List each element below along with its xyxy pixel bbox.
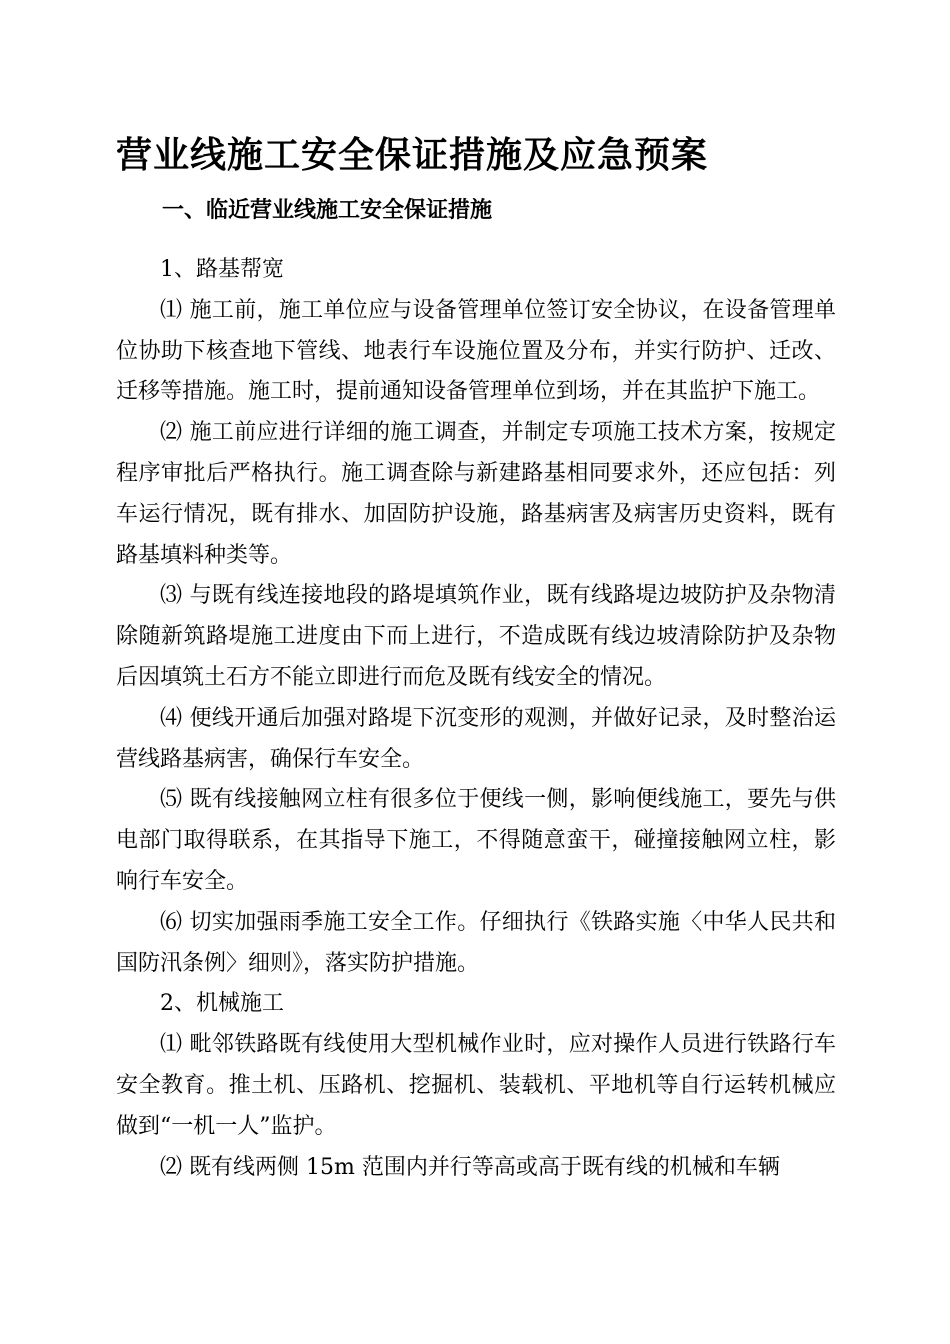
paragraph-roadbed-6: ⑹ 切实加强雨季施工安全工作。仔细执行《铁路实施〈中华人民共和国防汛条例〉细则》，落实防护措施。 [116,909,836,976]
paragraph-roadbed-1: ⑴ 施工前，施工单位应与设备管理单位签订安全协议，在设备管理单位协助下核查地下管线、地表行车设施位置及分布，并实行防护、迁改、迁移等措施。施工时，提前通知设备管理单位到场，并在其监护下施工。 [116,297,836,405]
paragraph-roadbed-5: ⑸ 既有线接触网立柱有很多位于便线一侧，影响便线施工，要先与供电部门取得联系，在其指导下施工，不得随意蛮干，碰撞接触网立柱，影响行车安全。 [116,787,836,894]
section-heading-1: 一、临近营业线施工安全保证措施 [162,197,493,223]
paragraph-machinery-2: ⑵ 既有线两侧 15m 范围内并行等高或高于既有线的机械和车辆 [160,1154,780,1180]
paragraph-roadbed-3: ⑶ 与既有线连接地段的路堤填筑作业，既有线路堤边坡防护及杂物清除随新筑路堤施工进度由下而上进行，不造成既有线边坡清除防护及杂物后因填筑土石方不能立即进行而危及既有线安全的情况。 [116,583,836,690]
paragraph-roadbed-2: ⑵ 施工前应进行详细的施工调查，并制定专项施工技术方案，按规定程序审批后严格执行。施工调查除与新建路基相同要求外，还应包括：列车运行情况，既有排水、加固防护设施，路基病害及病害历史资料，既有路基填料种类等。 [116,420,836,568]
paragraph-machinery-1: ⑴ 毗邻铁路既有线使用大型机械作业时，应对操作人员进行铁路行车安全教育。推土机、压路机、挖掘机、装载机、平地机等自行运转机械应做到“一机一人”监护。 [116,1032,836,1139]
subsection-heading-roadbed: 1、路基帮宽 [160,257,284,282]
document-title: 营业线施工安全保证措施及应急预案 [116,134,709,176]
document-body [116,250,836,1188]
paragraph-roadbed-4: ⑷ 便线开通后加强对路堤下沉变形的观测，并做好记录，及时整治运营线路基病害，确保行车安全。 [116,705,836,772]
subsection-heading-machinery: 2、机械施工 [160,991,284,1017]
